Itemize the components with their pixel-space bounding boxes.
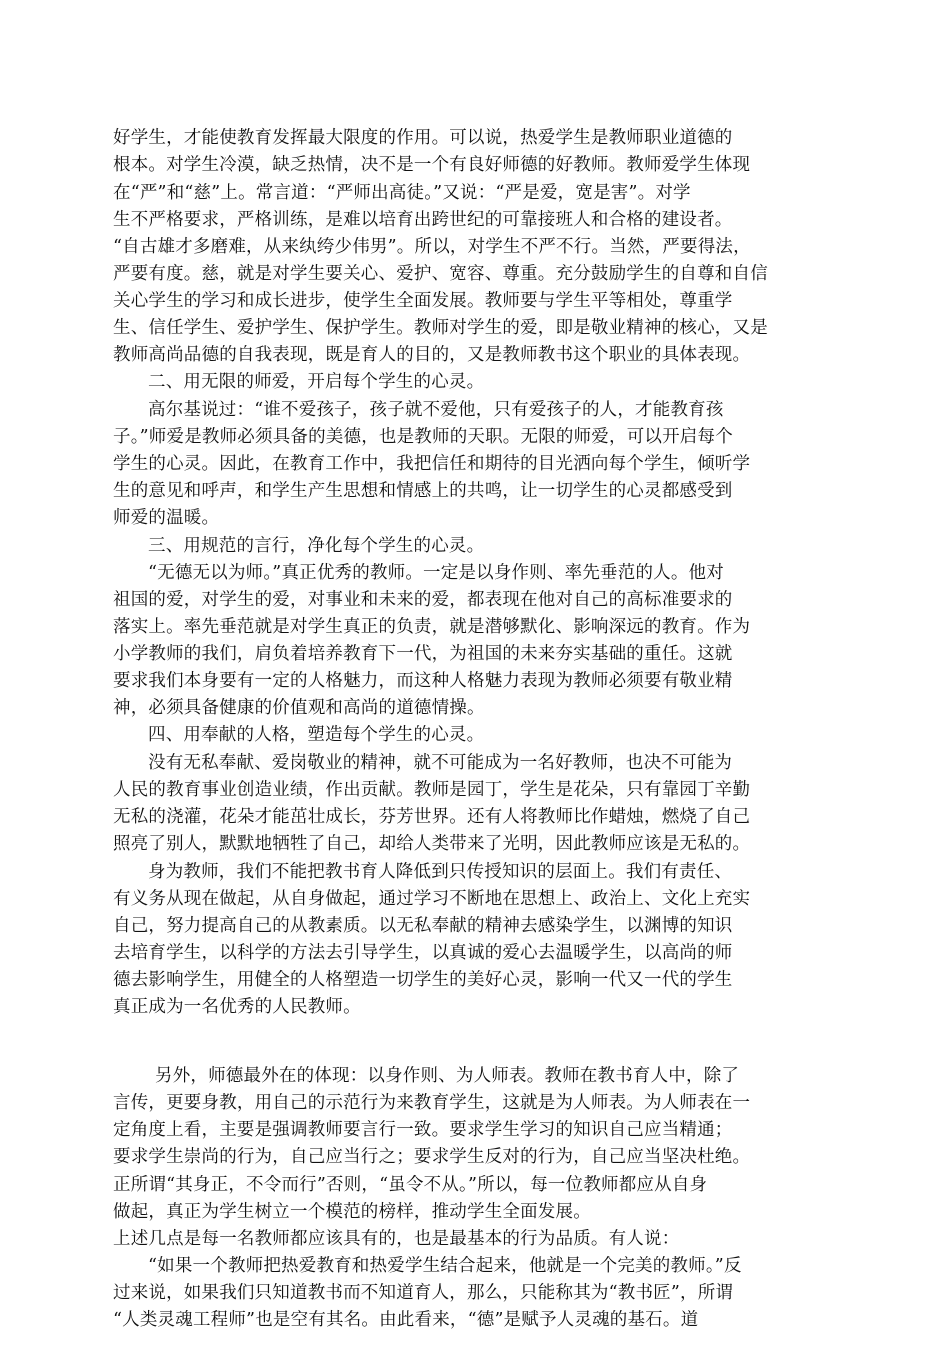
text-line: 祖国的爱，对学生的爱，对事业和未来的爱，都表现在他对自己的高标准要求的 [113, 590, 733, 610]
text-line: 学生的心灵。因此，在教育工作中，我把信任和期待的目光洒向每个学生，倾听学 [113, 454, 751, 474]
text-line: “如果一个教师把热爱教育和热爱学生结合起来，他就是一个完美的教师。”反 [148, 1256, 742, 1276]
text-line: 小学教师的我们，肩负着培养教育下一代，为祖国的未来夯实基础的重任。这就 [113, 644, 733, 664]
text-line: “自古雄才多磨难，从来纨绔少伟男”。所以，对学生不严不行。当然，严要得法， [113, 237, 751, 257]
section-heading-3: 三、用规范的言行，净化每个学生的心灵。 [148, 536, 485, 556]
text-line: 生、信任学生、爱护学生、保护学生。教师对学生的爱，即是敬业精神的核心，又是 [113, 318, 768, 338]
text-line: 生不严格要求，严格训练，是难以培育出跨世纪的可靠接班人和合格的建设者。 [113, 210, 733, 230]
text-line: “无德无以为师。”真正优秀的教师。一定是以身作则、率先垂范的人。他对 [148, 563, 724, 583]
text-line: 师爱的温暖。 [113, 508, 220, 528]
text-line: 另外，师德最外在的体现：以身作则、为人师表。教师在教书育人中，除了 [155, 1066, 740, 1086]
text-line: 生的意见和呼声，和学生产生思想和情感上的共鸣，让一切学生的心灵都感受到 [113, 481, 733, 501]
text-line: 落实上。率先垂范就是对学生真正的负责，就是潜够默化、影响深远的教育。作为 [113, 617, 751, 637]
text-line: 要求我们本身要有一定的人格魅力，而这种人格魅力表现为教师必须要有敬业精 [113, 671, 733, 691]
text-line: 无私的浇灌，花朵才能茁壮成长，芬芳世界。还有人将教师比作蜡烛，燃烧了自己 [113, 807, 751, 827]
text-line: 过来说，如果我们只知道教书而不知道育人，那么，只能称其为“教书匠”，所谓 [113, 1283, 734, 1303]
text-line: 上述几点是每一名教师都应该具有的，也是最基本的行为品质。有人说： [113, 1229, 680, 1249]
text-line: 去培育学生，以科学的方法去引导学生，以真诚的爱心去温暖学生，以高尚的师 [113, 943, 733, 963]
text-line: 做起，真正为学生树立一个模范的榜样，推动学生全面发展。 [113, 1202, 591, 1222]
text-line: 好学生，才能使教育发挥最大限度的作用。可以说，热爱学生是教师职业道德的 [113, 128, 733, 148]
text-line: 严要有度。慈，就是对学生要关心、爱护、宽容、尊重。充分鼓励学生的自尊和自信 [113, 264, 768, 284]
text-line: 言传，更要身教，用自己的示范行为来教育学生，这就是为人师表。为人师表在一 [113, 1093, 751, 1113]
text-line: 照亮了别人，默默地牺牲了自己，却给人类带来了光明，因此教师应该是无私的。 [113, 834, 751, 854]
text-line: 在“严”和“慈”上。常言道：“严师出高徒。”又说：“严是爱，宽是害”。对学 [113, 183, 691, 203]
text-line: 人民的教育事业创造业绩，作出贡献。教师是园丁，学生是花朵，只有靠园丁辛勤 [113, 780, 751, 800]
text-line: 身为教师，我们不能把教书育人降低到只传授知识的层面上。我们有责任、 [148, 862, 733, 882]
text-line: 教师高尚品德的自我表现，既是育人的目的，又是教师教书这个职业的具体表现。 [113, 345, 751, 365]
text-line: 正所谓“其身正，不令而行”否则，“虽令不从。”所以，每一位教师都应从自身 [113, 1175, 708, 1195]
text-line: 真正成为一名优秀的人民教师。 [113, 997, 361, 1017]
text-line: “人类灵魂工程师”也是空有其名。由此看来，“德”是赋予人灵魂的基石。道 [113, 1310, 699, 1330]
text-line: 子。”师爱是教师必须具备的美德，也是教师的天职。无限的师爱，可以开启每个 [113, 427, 733, 447]
text-line: 有义务从现在做起，从自身做起，通过学习不断地在思想上、政治上、文化上充实 [113, 889, 751, 909]
text-line [113, 1334, 944, 1360]
section-heading-4: 四、用奉献的人格，塑造每个学生的心灵。 [148, 725, 485, 745]
text-line: 没有无私奉献、爱岗敬业的精神，就不可能成为一名好教师，也决不可能为 [148, 753, 733, 773]
text-line: 神，必须具备健康的价值观和高尚的道德情操。 [113, 698, 485, 718]
text-line: 关心学生的学习和成长进步，使学生全面发展。教师要与学生平等相处，尊重学 [113, 291, 733, 311]
text-line: 要求学生崇尚的行为，自己应当行之；要求学生反对的行为，自己应当坚决杜绝。 [113, 1147, 751, 1167]
text-line: 自己，努力提高自己的从教素质。以无私奉献的精神去感染学生，以渊博的知识 [113, 916, 733, 936]
text-line: 德去影响学生，用健全的人格塑造一切学生的美好心灵，影响一代又一代的学生 [113, 970, 733, 990]
text-line: 高尔基说过：“谁不爱孩子，孩子就不爱他，只有爱孩子的人，才能教育孩 [148, 400, 724, 420]
section-heading-2: 二、用无限的师爱，开启每个学生的心灵。 [148, 372, 485, 392]
text-line: 根本。对学生冷漠，缺乏热情，决不是一个有良好师德的好教师。教师爱学生体现 [113, 155, 751, 175]
text-line: 定角度上看，主要是强调教师要言行一致。要求学生学习的知识自己应当精通； [113, 1120, 733, 1140]
